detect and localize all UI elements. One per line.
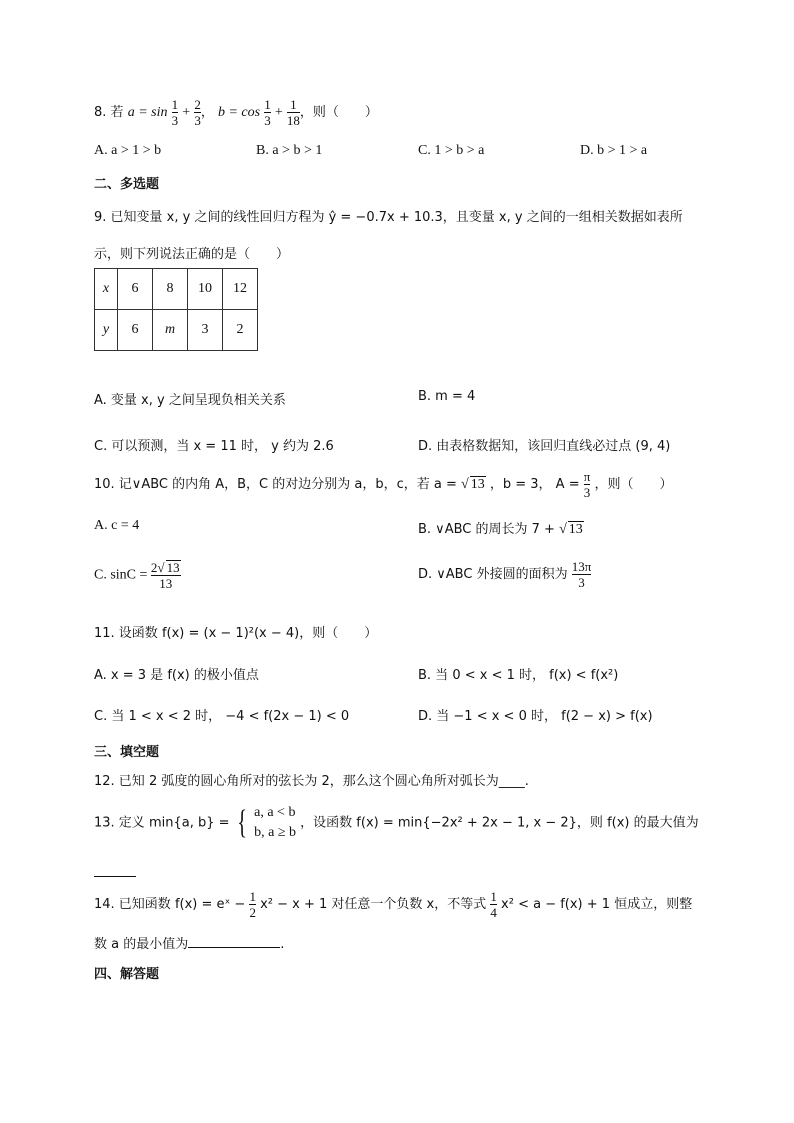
q10-option-c-text: C. sinC = — [94, 567, 151, 583]
q10-option-d-fraction: $\frac{13\pi}{3}$ — [571, 559, 592, 590]
q11-option-a[interactable]: A. x = 3 是 f(x) 的极小值点 — [94, 668, 259, 683]
q8-frac-1: $\frac{1}{3}$ — [171, 97, 179, 128]
q8-option-d[interactable]: D. b > 1 > a — [580, 143, 648, 158]
q9-option-c[interactable]: C. 可以预测，当 x = 11 时， y 约为 2.6 — [94, 439, 334, 454]
q11-option-b[interactable]: B. 当 0 < x < 1 时， f(x) < f(x²) — [418, 668, 619, 683]
q11-option-d[interactable]: D. 当 −1 < x < 0 时， f(2 − x) > f(x) — [418, 709, 653, 724]
q13-stem — [94, 803, 699, 843]
table-cell: y — [95, 310, 118, 351]
q10-option-b-text: B. ∨ABC 的周长为 7 + — [418, 522, 560, 537]
q9-stem-line2: 示，则下列说法正确的是（ ） — [94, 247, 290, 262]
section-heading-solutions: 四、解答题 — [94, 967, 160, 982]
q13-cases — [254, 803, 296, 843]
q10-option-c[interactable] — [94, 560, 181, 590]
q10-option-d[interactable] — [418, 560, 591, 589]
q10-option-b[interactable] — [418, 518, 584, 538]
q14-line2-text: 数 a 的最小值为 — [94, 937, 189, 952]
table-cell: 6 — [118, 310, 153, 351]
frac-numerator-sqrt: 13 — [166, 560, 180, 575]
q10-sqrt-value: 13 — [470, 477, 485, 493]
q8-stem — [94, 98, 378, 127]
table-row — [95, 310, 258, 351]
section-heading-fill-blank: 三、填空题 — [94, 745, 160, 760]
q14-post-text: x² < a − f(x) + 1 恒成立，则整 — [501, 897, 693, 913]
table-cell: x — [95, 269, 118, 310]
table-cell: 3 — [188, 310, 223, 351]
q10-option-c-fraction: $\frac{2√ 13}{13}$ — [150, 560, 180, 591]
q14-fraction-1: $\frac{1}{2}$ — [249, 889, 256, 920]
q8-number: 8. 若 — [94, 105, 124, 121]
q10-option-b-sqrt: 13 — [568, 522, 583, 537]
comma: ， — [200, 105, 214, 121]
q10-stem-start: 10. 记∨ABC 的内角 A，B，C 的对边分别为 a，b，c，若 a = — [94, 477, 462, 493]
q14-mid-text: x² − x + 1 对任意一个负数 x，不等式 — [260, 897, 487, 913]
section-heading-multiple-choice: 二、多选题 — [94, 177, 160, 192]
q10-stem-mid: ，b = 3， A = — [489, 477, 584, 493]
q8-option-a[interactable]: A. a > 1 > b — [94, 143, 162, 158]
table-cell: 8 — [153, 269, 188, 310]
q13-function-text: ，设函数 f(x) = min{−2x² + 2x − 1, x − 2}，则 f(x) 的最大值为 — [300, 815, 699, 831]
q14-stem-line1 — [94, 890, 692, 919]
q9-option-b[interactable]: B. m = 4 — [418, 389, 476, 404]
q9-data-table — [94, 268, 258, 351]
q10-option-a[interactable]: A. c = 4 — [94, 518, 140, 533]
q8-option-b[interactable]: B. a > b > 1 — [256, 143, 323, 158]
q14-fraction-2: $\frac{1}{4}$ — [490, 889, 497, 920]
q11-stem: 11. 设函数 f(x) = (x − 1)²(x − 4)，则（ ） — [94, 626, 378, 641]
table-row — [95, 269, 258, 310]
sqrt-symbol: √ — [461, 477, 469, 493]
q8-frac-3: $\frac{1}{3}$ — [264, 97, 271, 128]
case-line: a, a < b — [254, 805, 296, 820]
plus-sign: + — [182, 105, 191, 121]
q8-expr-a: a = sin — [127, 105, 168, 121]
q8-frac-2: $\frac{2}{3}$ — [194, 97, 201, 128]
plus-sign: + — [274, 105, 283, 121]
q10-option-d-text: D. ∨ABC 外接圆的面积为 — [418, 567, 568, 583]
q14-answer-blank[interactable] — [188, 935, 280, 948]
q13-definition: 13. 定义 min{a, b} = — [94, 815, 230, 831]
frac-numerator: 2 — [150, 560, 158, 575]
frac-denominator: 13 — [151, 575, 181, 591]
q11-option-c[interactable]: C. 当 1 < x < 2 时， −4 < f(2x − 1) < 0 — [94, 709, 350, 724]
period: . — [280, 937, 285, 952]
left-brace-icon: { — [236, 804, 247, 841]
q10-angle-fraction: $\frac{\pi}{3}$ — [583, 469, 591, 500]
q12-stem: 12. 已知 2 弧度的圆心角所对的弦长为 2，那么这个圆心角所对弧长为____. — [94, 774, 529, 789]
table-cell: 10 — [188, 269, 223, 310]
q14-stem-line2 — [94, 933, 284, 952]
case-line: b, a ≥ b — [254, 825, 297, 840]
q13-answer-blank[interactable] — [94, 862, 136, 877]
table-cell: 2 — [223, 310, 258, 351]
q8-expr-b: b = cos — [217, 105, 261, 121]
q10-stem — [94, 470, 672, 499]
q8-option-c[interactable]: C. 1 > b > a — [418, 143, 485, 158]
q9-option-d[interactable]: D. 由表格数据知，该回归直线必过点 (9, 4) — [418, 439, 671, 454]
q8-tail: ，则（ ） — [299, 105, 378, 121]
table-cell: 12 — [223, 269, 258, 310]
q8-frac-4: $\frac{1}{18}$ — [286, 97, 300, 128]
q9-stem-line1: 9. 已知变量 x, y 之间的线性回归方程为 ŷ = −0.7x + 10.3，且变量 x, y 之间的一组相关数据如表所 — [94, 210, 683, 225]
q10-stem-end: ，则（ ） — [594, 477, 673, 493]
table-cell: m — [153, 310, 188, 351]
q14-function-text: 14. 已知函数 f(x) = eˣ − — [94, 897, 246, 913]
q9-option-a[interactable]: A. 变量 x, y 之间呈现负相关关系 — [94, 393, 286, 408]
sqrt-symbol: √ — [559, 522, 567, 537]
table-cell: 6 — [118, 269, 153, 310]
